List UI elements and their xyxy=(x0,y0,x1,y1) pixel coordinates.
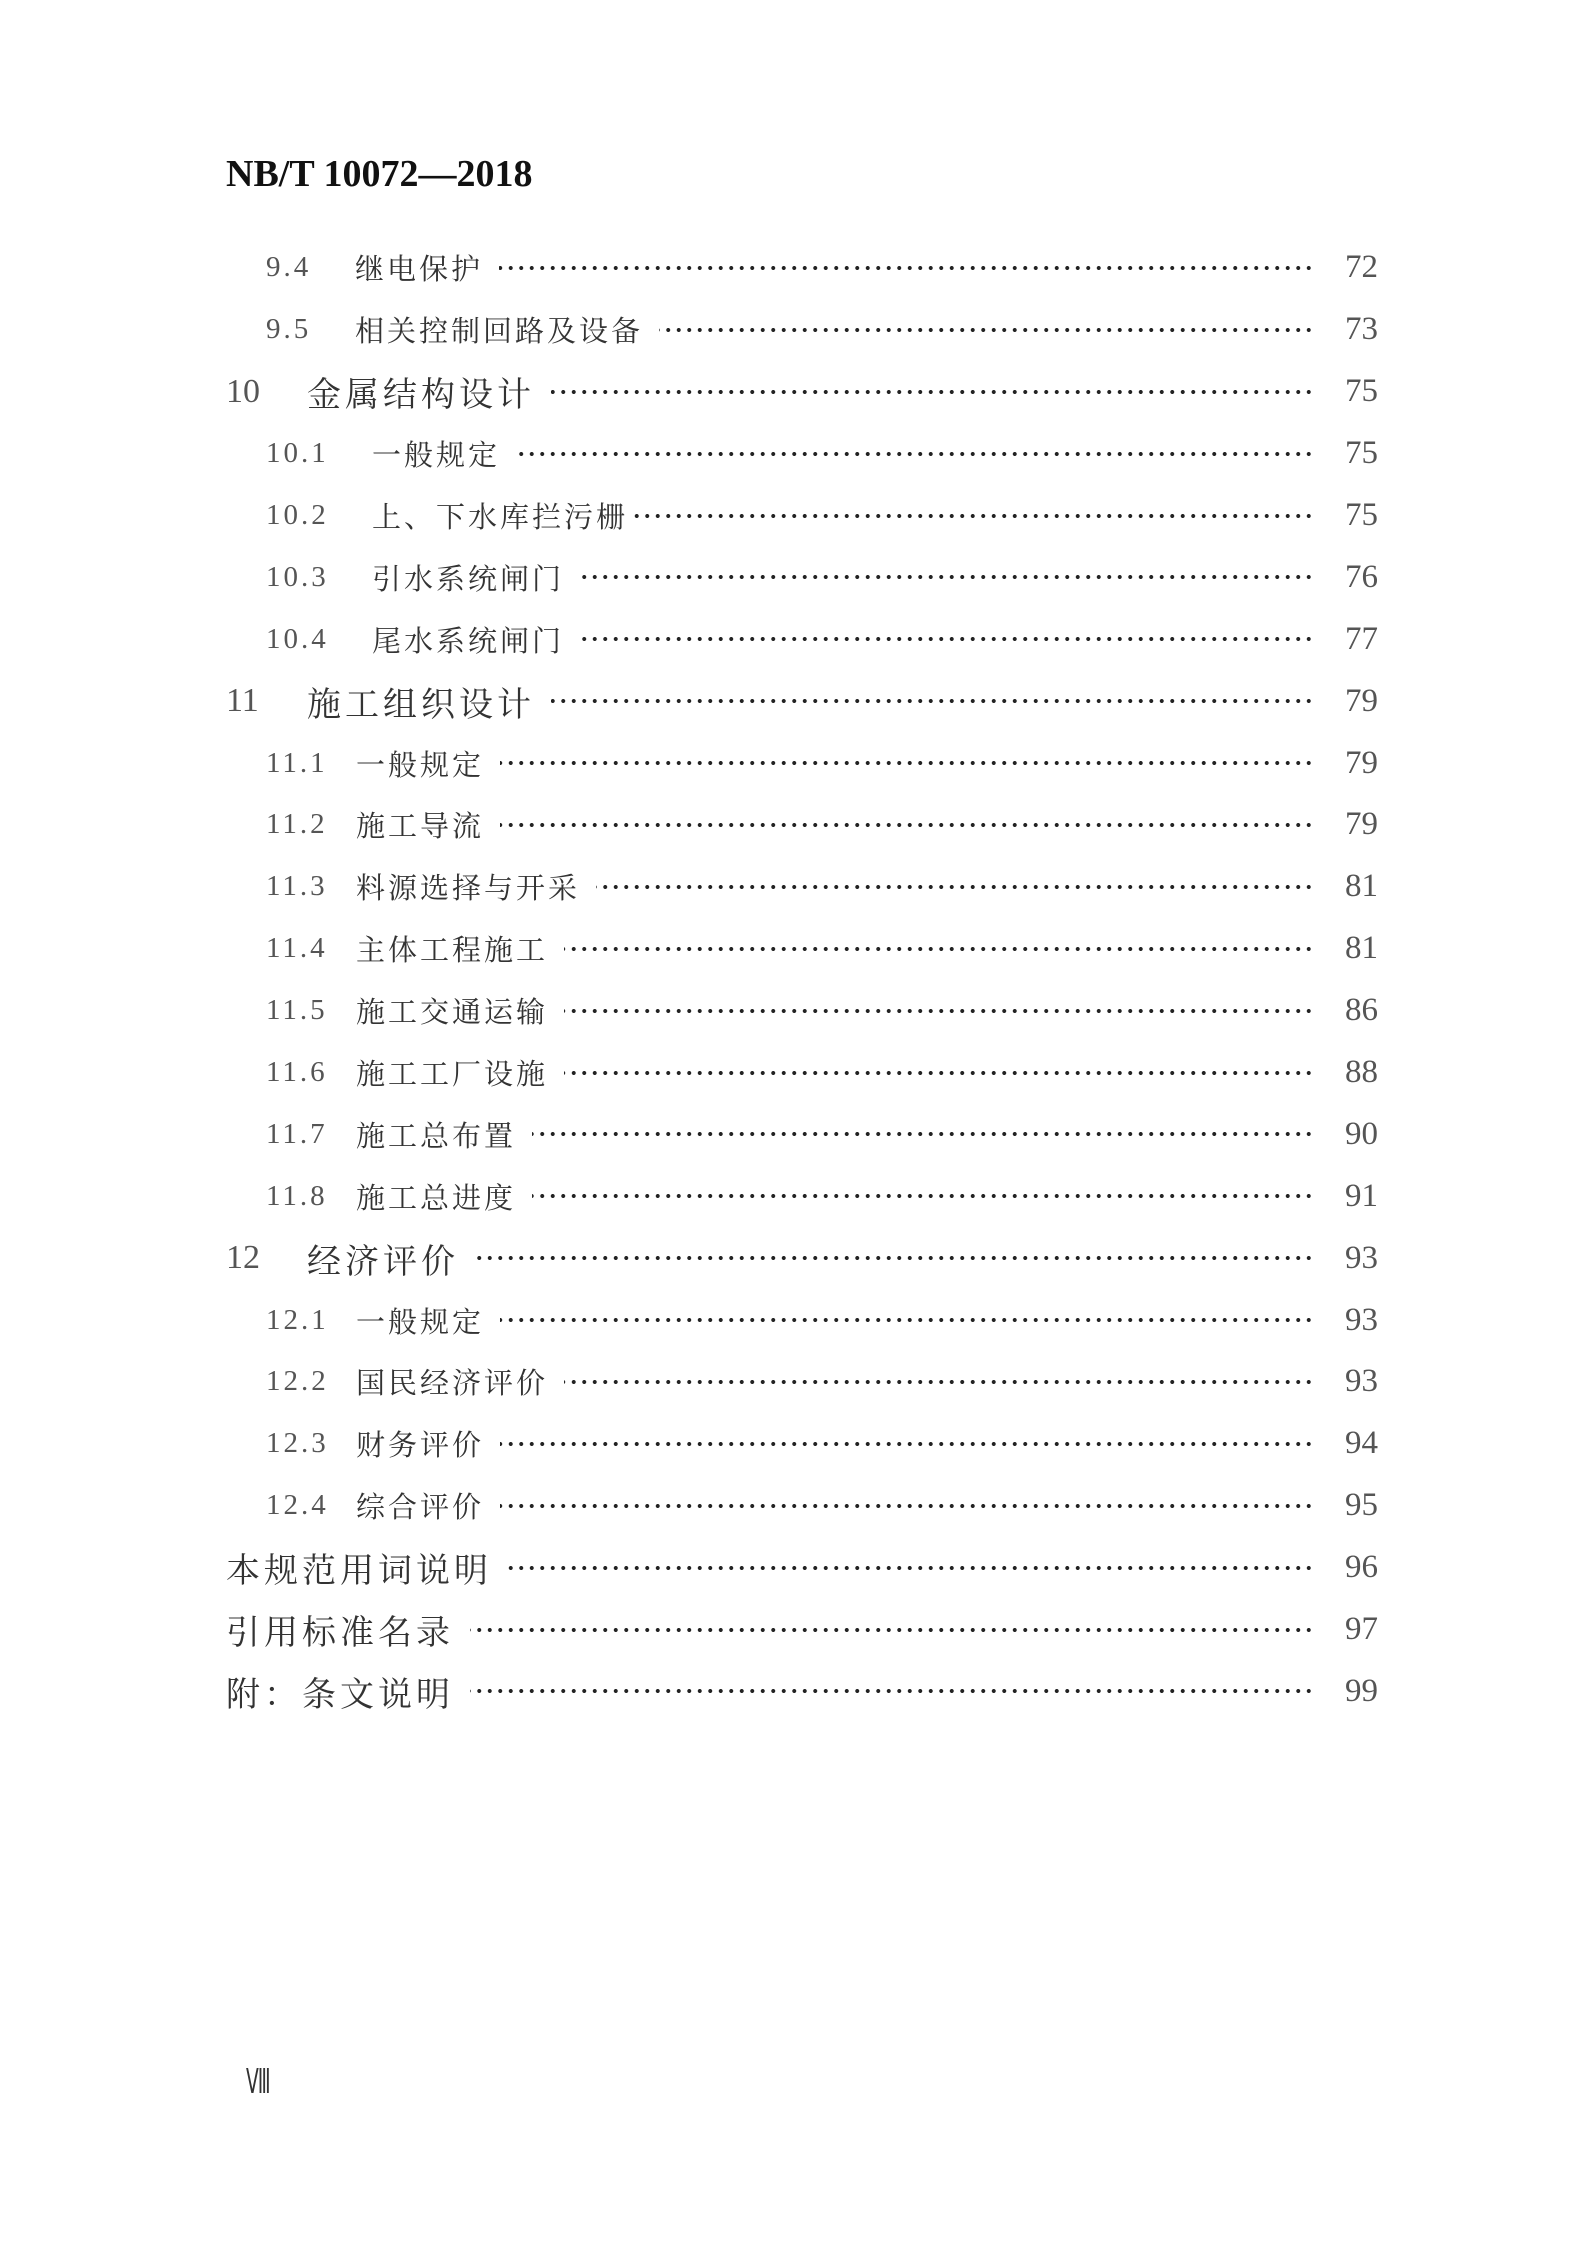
toc-entry[interactable] xyxy=(226,670,1378,732)
toc-entry-page: 88 xyxy=(1345,1054,1378,1091)
toc-entry-page: 94 xyxy=(1345,1425,1378,1462)
toc-entry-number: 10.2 xyxy=(266,499,329,531)
toc-entry-page: 76 xyxy=(1345,558,1378,595)
toc-entry-number: 10 xyxy=(226,372,260,410)
toc-entry-page: 75 xyxy=(1345,497,1378,533)
toc-entry-page: 72 xyxy=(1345,249,1378,286)
standard-code-header: NB/T 10072—2018 xyxy=(226,153,533,195)
toc-entry[interactable] xyxy=(226,423,1378,485)
toc-entry[interactable] xyxy=(226,237,1378,299)
toc-entry[interactable] xyxy=(226,608,1378,670)
toc-entry[interactable] xyxy=(226,361,1378,423)
dot-leader xyxy=(470,1688,1314,1694)
toc-entry-number: 12.3 xyxy=(266,1427,329,1460)
toc-entry[interactable] xyxy=(226,1537,1378,1599)
toc-entry-title: 一般规定 xyxy=(372,438,501,473)
toc-entry-page: 75 xyxy=(1345,373,1378,410)
dot-leader xyxy=(659,327,1314,333)
toc-entry-number: 12 xyxy=(226,1239,260,1277)
toc-entry-number: 10.4 xyxy=(266,622,329,655)
toc-entry-title: 施工工厂设施 xyxy=(356,1057,549,1092)
toc-entry[interactable] xyxy=(226,980,1378,1042)
toc-entry-page: 81 xyxy=(1345,868,1378,905)
toc-entry[interactable] xyxy=(226,1351,1378,1413)
toc-entry-number: 10.1 xyxy=(266,437,329,470)
dot-leader xyxy=(596,884,1314,890)
toc-entry-number: 11.4 xyxy=(266,932,328,965)
toc-entry-title: 上、下水库拦污栅 xyxy=(372,500,629,534)
toc-entry-page: 93 xyxy=(1345,1301,1378,1338)
dot-leader xyxy=(580,574,1314,580)
toc-entry-page: 91 xyxy=(1345,1177,1378,1214)
toc-entry-page: 90 xyxy=(1345,1115,1378,1152)
dot-leader xyxy=(516,451,1314,457)
toc-entry-title: 施工总进度 xyxy=(356,1180,517,1215)
toc-entry-page: 93 xyxy=(1345,1239,1378,1276)
table-of-contents xyxy=(226,237,1378,1722)
toc-entry-number: 11 xyxy=(226,682,259,720)
toc-entry[interactable] xyxy=(226,546,1378,608)
toc-entry-page: 77 xyxy=(1345,620,1378,657)
dot-leader xyxy=(551,698,1314,704)
toc-entry-number: 11.5 xyxy=(266,994,328,1027)
toc-entry[interactable] xyxy=(226,485,1378,547)
toc-entry-number: 12.2 xyxy=(266,1365,329,1398)
toc-entry[interactable] xyxy=(226,918,1378,980)
toc-entry-title: 财务评价 xyxy=(356,1428,485,1463)
toc-entry-title: 附：条文说明 xyxy=(226,1674,454,1715)
toc-entry-title: 经济评价 xyxy=(307,1241,459,1282)
dot-leader xyxy=(580,636,1314,642)
toc-entry-title: 一般规定 xyxy=(356,747,485,782)
toc-entry-page: 95 xyxy=(1345,1487,1378,1524)
toc-entry[interactable] xyxy=(226,856,1378,918)
toc-entry-title: 继电保护 xyxy=(355,252,484,287)
dot-leader xyxy=(564,946,1314,952)
page-number: Ⅷ xyxy=(246,2064,271,2101)
toc-entry[interactable] xyxy=(226,1165,1378,1227)
toc-entry-title: 主体工程施工 xyxy=(356,933,549,968)
toc-entry-number: 9.5 xyxy=(266,313,312,346)
dot-leader xyxy=(508,1565,1314,1571)
toc-entry-page: 79 xyxy=(1345,682,1378,719)
toc-entry-title: 引用标准名录 xyxy=(226,1613,454,1654)
toc-entry[interactable] xyxy=(226,299,1378,361)
dot-leader xyxy=(564,1008,1314,1014)
toc-entry-title: 引水系统闸门 xyxy=(372,561,565,596)
toc-entry[interactable] xyxy=(226,1413,1378,1475)
toc-entry-page: 79 xyxy=(1345,744,1378,781)
dot-leader xyxy=(470,1627,1314,1633)
toc-entry-title: 施工交通运输 xyxy=(356,995,549,1030)
toc-entry-page: 81 xyxy=(1345,930,1378,967)
dot-leader xyxy=(500,1317,1314,1323)
toc-entry-title: 综合评价 xyxy=(356,1490,485,1525)
toc-entry-page: 73 xyxy=(1345,311,1378,348)
toc-entry-number: 10.3 xyxy=(266,560,329,593)
dot-leader xyxy=(551,389,1314,395)
toc-entry-page: 99 xyxy=(1345,1672,1378,1709)
dot-leader xyxy=(475,1255,1314,1261)
dot-leader xyxy=(532,1193,1314,1199)
toc-entry-page: 86 xyxy=(1345,992,1378,1029)
toc-entry[interactable] xyxy=(226,1660,1378,1722)
dot-leader xyxy=(564,1070,1314,1076)
toc-entry-title: 国民经济评价 xyxy=(356,1366,549,1401)
toc-entry-page: 79 xyxy=(1345,806,1378,843)
toc-entry-title: 施工导流 xyxy=(356,809,485,844)
toc-entry-title: 施工组织设计 xyxy=(307,684,535,725)
toc-entry-title: 相关控制回路及设备 xyxy=(355,314,644,349)
toc-entry-number: 11.8 xyxy=(266,1179,328,1212)
dot-leader xyxy=(500,1441,1314,1447)
toc-entry-title: 本规范用词说明 xyxy=(226,1551,492,1592)
toc-entry[interactable] xyxy=(226,1227,1378,1289)
dot-leader xyxy=(532,1131,1314,1137)
toc-entry-number: 11.1 xyxy=(266,746,328,779)
toc-entry[interactable] xyxy=(226,1042,1378,1104)
toc-entry-number: 12.1 xyxy=(266,1303,329,1336)
toc-entry[interactable] xyxy=(226,1475,1378,1537)
toc-entry[interactable] xyxy=(226,1599,1378,1661)
dot-leader xyxy=(500,1503,1314,1509)
dot-leader xyxy=(564,1379,1314,1385)
dot-leader xyxy=(500,822,1314,828)
toc-entry-number: 11.3 xyxy=(266,870,328,903)
toc-entry-number: 9.4 xyxy=(266,251,312,284)
toc-entry-number: 11.7 xyxy=(266,1117,328,1150)
dot-leader xyxy=(499,265,1314,271)
toc-entry-page: 93 xyxy=(1345,1363,1378,1400)
toc-entry-title: 一般规定 xyxy=(356,1304,485,1339)
toc-entry-title: 尾水系统闸门 xyxy=(372,623,565,658)
toc-entry-title: 施工总布置 xyxy=(356,1118,517,1153)
toc-entry-page: 97 xyxy=(1345,1611,1378,1648)
toc-entry[interactable] xyxy=(226,794,1378,856)
dot-leader xyxy=(630,513,1314,519)
toc-entry[interactable] xyxy=(226,1289,1378,1351)
toc-entry-number: 11.6 xyxy=(266,1056,328,1089)
toc-entry-page: 75 xyxy=(1345,435,1378,472)
toc-entry-page: 96 xyxy=(1345,1549,1378,1586)
toc-entry-title: 金属结构设计 xyxy=(307,375,535,416)
toc-entry-title: 料源选择与开采 xyxy=(356,871,581,906)
toc-entry[interactable] xyxy=(226,732,1378,794)
toc-entry[interactable] xyxy=(226,1103,1378,1165)
dot-leader xyxy=(500,760,1314,766)
toc-entry-number: 11.2 xyxy=(266,808,328,841)
toc-entry-number: 12.4 xyxy=(266,1489,329,1522)
